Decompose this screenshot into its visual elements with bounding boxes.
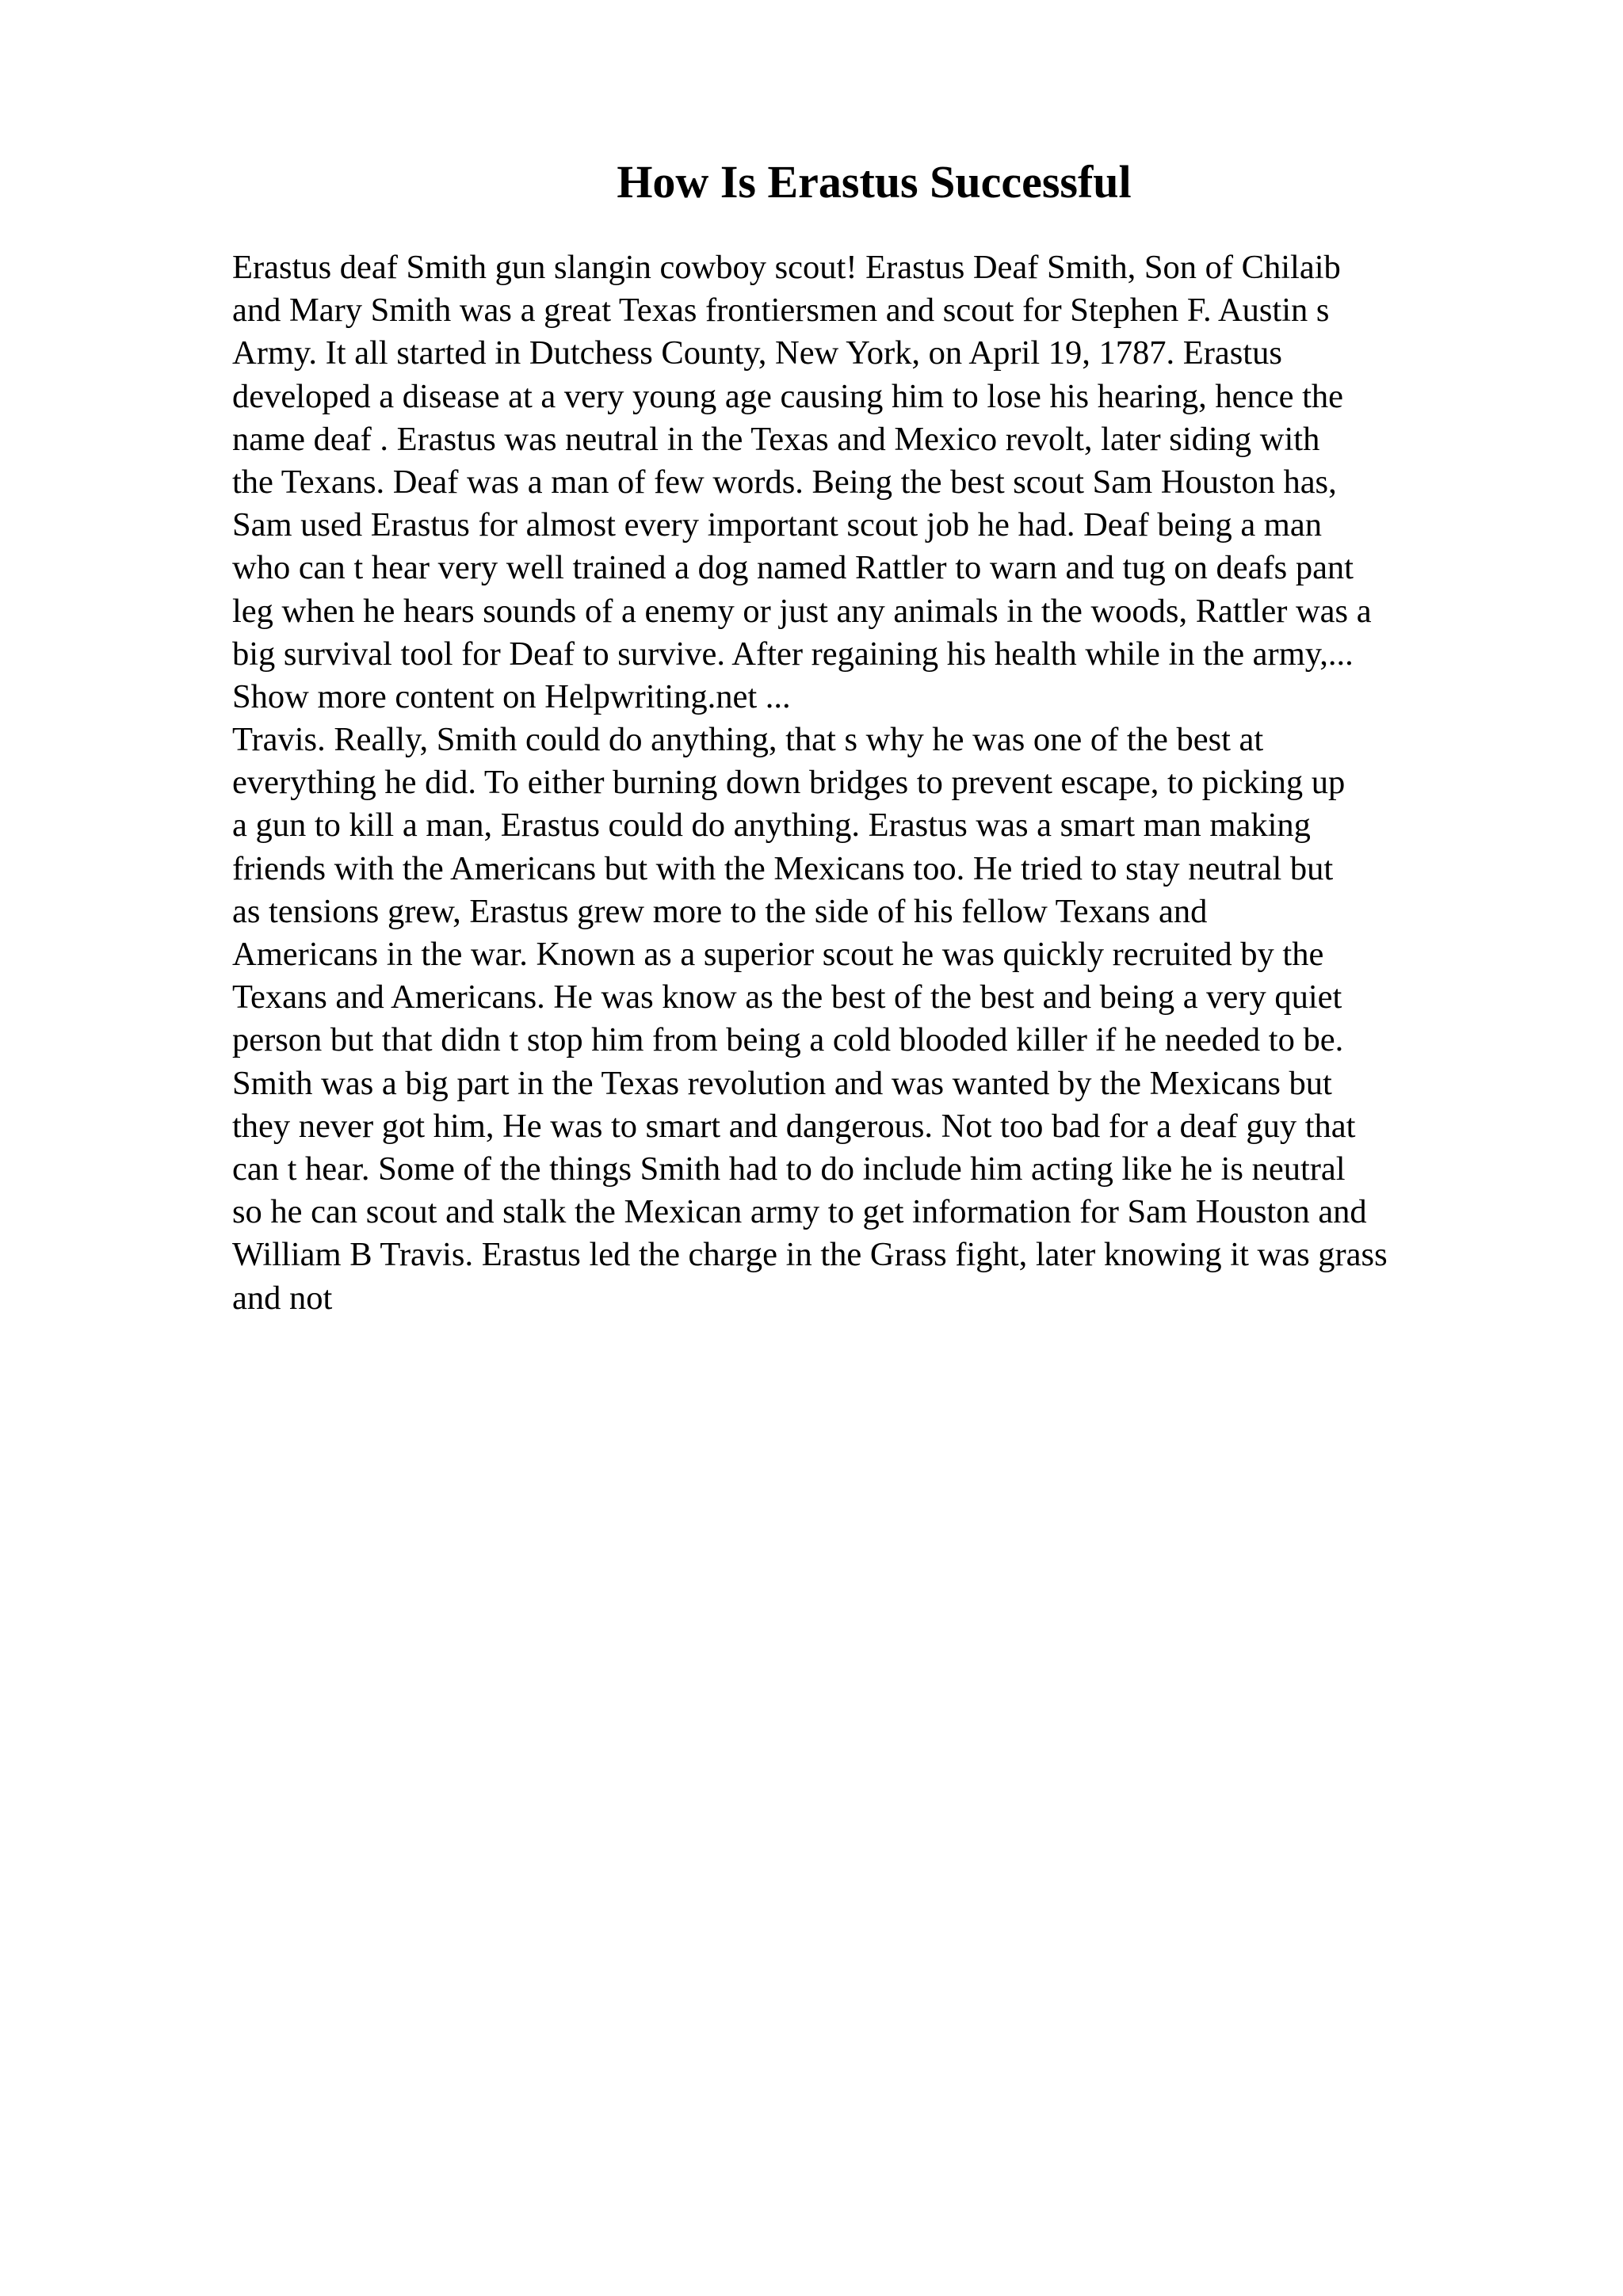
body-text-line: Show more content on Helpwriting.net ... [232, 677, 791, 715]
document-title: How Is Erastus Successful [617, 156, 1132, 208]
body-text-line: and Mary Smith was a great Texas frontiersmen and scout for Stephen F. Austin s [232, 292, 1330, 330]
body-text-line: Smith was a big part in the Texas revolution and was wanted by the Mexicans but [232, 1064, 1332, 1102]
body-text-line: Erastus deaf Smith gun slangin cowboy scout! Erastus Deaf Smith, Son of Chilaib [232, 249, 1341, 286]
body-text-line: they never got him, He was to smart and dangerous. Not too bad for a deaf guy that [232, 1107, 1356, 1145]
body-text-line: person but that didn t stop him from being a cold blooded killer if he needed to be. [232, 1021, 1344, 1059]
body-text-line: big survival tool for Deaf to survive. After regaining his health while in the army,... [232, 635, 1354, 673]
body-text-line: developed a disease at a very young age causing him to lose his hearing, hence the [232, 377, 1344, 415]
body-text-line: Sam used Erastus for almost every important scout job he had. Deaf being a man [232, 506, 1322, 544]
body-text-line: and not [232, 1279, 333, 1317]
body-text-line: a gun to kill a man, Erastus could do anything. Erastus was a smart man making [232, 807, 1311, 845]
body-text-line: Texans and Americans. He was know as the best of the best and being a very quiet [232, 978, 1342, 1016]
body-text-line: leg when he hears sounds of a enemy or just any animals in the woods, Rattler was a [232, 592, 1372, 630]
body-text-line: everything he did. To either burning down bridges to prevent escape, to picking up [232, 764, 1346, 802]
body-text-line: Army. It all started in Dutchess County, New York, on April 19, 1787. Erastus [232, 334, 1282, 372]
body-text-line: who can t hear very well trained a dog named Rattler to warn and tug on deafs pant [232, 549, 1354, 587]
body-text-line: William B Travis. Erastus led the charge in the Grass fight, later knowing it was grass [232, 1236, 1388, 1274]
body-text-line: can t hear. Some of the things Smith had to do include him acting like he is neutral [232, 1150, 1346, 1188]
body-text-line: friends with the Americans but with the Mexicans too. He tried to stay neutral but [232, 849, 1334, 887]
body-text-line: as tensions grew, Erastus grew more to the side of his fellow Texans and [232, 892, 1208, 930]
document-body [232, 246, 1532, 1320]
body-text-line: Americans in the war. Known as a superior scout he was quickly recruited by the [232, 936, 1324, 973]
body-text-line: the Texans. Deaf was a man of few words. Being the best scout Sam Houston has, [232, 463, 1337, 501]
body-text-line: name deaf . Erastus was neutral in the Texas and Mexico revolt, later siding with [232, 420, 1320, 458]
body-text-line: Travis. Really, Smith could do anything, that s why he was one of the best at [232, 721, 1264, 759]
body-text-line: so he can scout and stalk the Mexican army to get information for Sam Houston and [232, 1193, 1367, 1231]
